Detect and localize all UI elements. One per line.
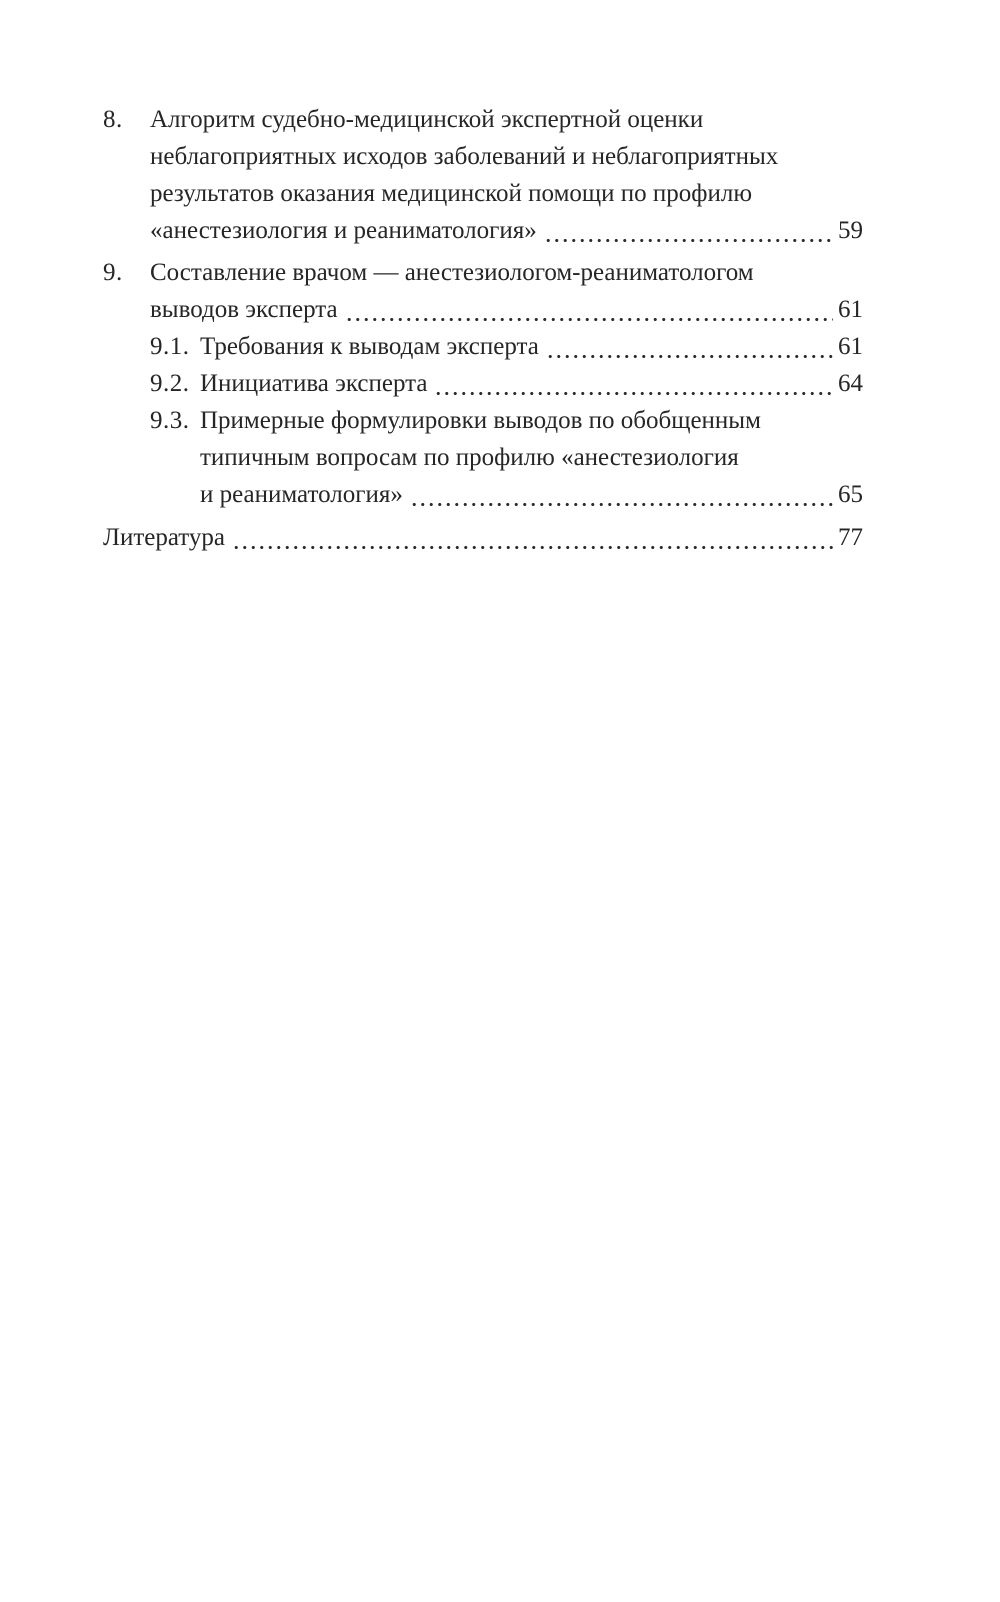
- toc-entry-number: 9.1.: [150, 333, 190, 360]
- dot-leader: [232, 545, 833, 550]
- toc-entry-text: «анестезиология и реаниматология»: [150, 217, 537, 244]
- toc-entry-text: Литература: [103, 524, 225, 551]
- dot-leader: [544, 238, 833, 243]
- dot-leader: [410, 502, 833, 507]
- toc-entry-line: Алгоритм судебно-медицинской экспертной оценки: [150, 106, 704, 133]
- toc-entry-number: 9.3.: [150, 407, 190, 434]
- toc-entry-line: [150, 212, 863, 249]
- dot-leader: [434, 391, 833, 396]
- toc-entry-body: [150, 254, 863, 328]
- toc-entry-line: результатов оказания медицинской помощи по профилю: [150, 180, 753, 207]
- toc-entry: [103, 519, 863, 556]
- toc-entry-text: Инициатива эксперта: [200, 370, 428, 397]
- toc-entry-body: [103, 519, 863, 556]
- toc-entry-number: 9.: [103, 259, 123, 286]
- toc-entry: [150, 365, 863, 402]
- toc-entry-page-number: 59: [838, 217, 863, 244]
- toc-entry: [150, 402, 863, 513]
- toc-entry: [150, 328, 863, 365]
- toc-entry-body: [200, 328, 863, 365]
- toc-entry-page-number: 77: [838, 524, 863, 551]
- toc-entry: [103, 254, 863, 328]
- dot-leader: [345, 317, 833, 322]
- toc-entry-body: [200, 365, 863, 402]
- toc-entry-page-number: 61: [838, 333, 863, 360]
- toc-entry-page-number: 65: [838, 481, 863, 508]
- toc-entry-text: выводов эксперта: [150, 296, 338, 323]
- dot-leader: [546, 354, 833, 359]
- toc-entry-text: Требования к выводам эксперта: [200, 333, 539, 360]
- toc-entry-line: [150, 291, 863, 328]
- toc-entry-line: неблагоприятных исходов заболеваний и неблагоприятных: [150, 143, 779, 170]
- toc-entry-line: типичным вопросам по профилю «анестезиология: [200, 444, 739, 471]
- toc-list: [103, 101, 863, 556]
- toc-entry-body: [200, 402, 863, 513]
- toc-entry-line: Примерные формулировки выводов по обобщенным: [200, 407, 761, 434]
- toc-entry-body: [150, 101, 863, 249]
- toc-entry-number: 9.2.: [150, 370, 190, 397]
- toc-entry-page-number: 64: [838, 370, 863, 397]
- toc-entry-number: 8.: [103, 106, 123, 133]
- toc-entry-text: и реаниматология»: [200, 481, 403, 508]
- toc-entry-line: [200, 476, 863, 513]
- toc-entry-line: [200, 365, 863, 402]
- toc-entry-line: [103, 519, 863, 556]
- toc-entry: [103, 101, 863, 249]
- toc-entry-page-number: 61: [838, 296, 863, 323]
- toc-entry-line: [200, 328, 863, 365]
- toc-entry-line: Составление врачом — анестезиологом-реаниматологом: [150, 259, 754, 286]
